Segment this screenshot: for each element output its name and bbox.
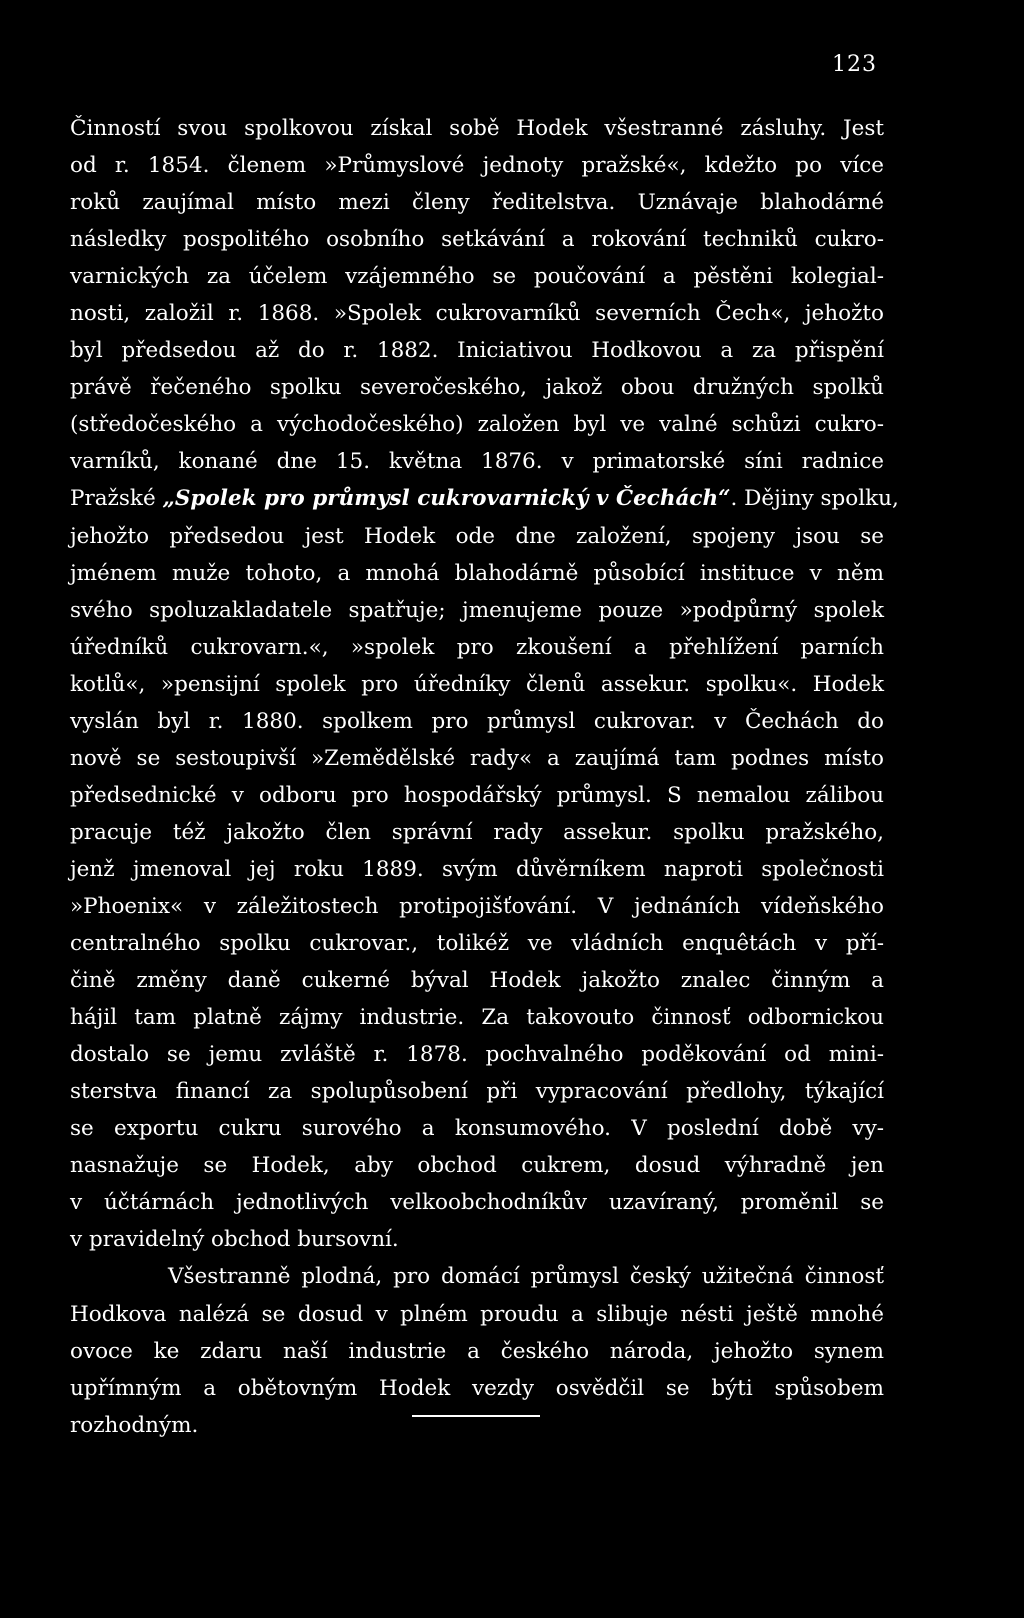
text-line: předsednické v odboru pro hospodářský průmysl. S nemalou zálibou	[70, 782, 884, 808]
text-line: právě řečeného spolku severočeského, jakož obou družných spolků	[70, 375, 884, 401]
body-text	[70, 110, 899, 1444]
text-line-with-italic-title	[70, 480, 899, 517]
text-line: Všestranně plodná, pro domácí průmysl český užitečná činnosť	[168, 1264, 884, 1290]
text-line: kotlů«, »pensijní spolek pro úředníky členů assekur. spolku«. Hodek	[70, 671, 884, 697]
text-line: centralného spolku cukrovar., tolikéž ve vládních enquêtách v pří-	[70, 931, 884, 957]
text-line: pracuje též jakožto člen správní rady assekur. spolku pražského,	[70, 819, 884, 845]
text-line: Hodkova nalézá se dosud v plném proudu a slibuje nésti ještě mnohé	[70, 1301, 884, 1327]
text-line: »Phoenix« v záležitostech protipojišťování. V jednáních vídeňského	[70, 893, 884, 919]
section-end-rule	[412, 1415, 540, 1417]
text-line: od r. 1854. členem »Průmyslové jednoty pražské«, kdežto po více	[70, 153, 884, 179]
text-line: čině změny daně cukerné býval Hodek jakožto znalec činným a	[70, 968, 884, 994]
text-line: následky pospolitého osobního setkávání a rokování techniků cukro-	[70, 227, 884, 253]
text-line: vyslán byl r. 1880. spolkem pro průmysl cukrovar. v Čechách do	[70, 708, 884, 734]
text-line: úředníků cukrovarn.«, »spolek pro zkoušení a přehlížení parních	[70, 634, 884, 660]
text-line: Činností svou spolkovou získal sobě Hodek všestranné zásluhy. Jest	[70, 116, 884, 141]
text-line: upřímným a obětovným Hodek vezdy osvědčil se býti spůsobem	[70, 1375, 884, 1401]
text-line: (středočeského a východočeského) založen byl ve valné schůzi cukro-	[70, 412, 884, 438]
text-line: jehožto předsedou jest Hodek ode dne založení, spojeny jsou se	[70, 523, 884, 549]
text-line: se exportu cukru surového a konsumového. V poslední době vy-	[70, 1116, 884, 1142]
text-line: jménem muže tohoto, a mnohá blahodárně působící instituce v něm	[70, 560, 884, 586]
text-line: nosti, založil r. 1868. »Spolek cukrovarníků severních Čech«, jehožto	[70, 301, 884, 327]
text-line: varnických za účelem vzájemného se poučování a pěstěni kolegial-	[70, 264, 884, 290]
text-line: hájil tam platně zájmy industrie. Za takovouto činnosť odbornickou	[70, 1005, 884, 1031]
text-line: byl předsedou až do r. 1882. Iniciativou Hodkovou a za přispění	[70, 338, 884, 364]
line-start: Pražské	[70, 486, 163, 512]
text-line: jenž jmenoval jej roku 1889. svým důvěrníkem naproti společnosti	[70, 856, 884, 882]
line-end: . Dějiny spolku,	[730, 486, 899, 512]
text-line: varníků, konané dne 15. května 1876. v primatorské síni radnice	[70, 449, 884, 475]
text-line: rozhodným.	[70, 1412, 199, 1438]
text-line: sterstva financí za spolupůsobení při vypracování předlohy, týkající	[70, 1079, 884, 1105]
text-line: nasnažuje se Hodek, aby obchod cukrem, dosud výhradně jen	[70, 1153, 884, 1179]
text-line: v účtárnách jednotlivých velkoobchodníkův uzavíraný, proměnil se	[70, 1190, 884, 1216]
text-line: nově se sestoupivší »Zemědělské rady« a zaujímá tam podnes místo	[70, 745, 884, 771]
paragraph-1	[70, 110, 899, 1258]
text-line: svého spoluzakladatele spatřuje; jmenujeme pouze »podpůrný spolek	[70, 597, 884, 623]
page-number: 123	[832, 52, 877, 77]
society-name-italic: „Spolek pro průmysl cukrovarnický v Čechách“	[162, 486, 731, 512]
text-line: roků zaujímal místo mezi členy ředitelstva. Uznávaje blahodárné	[70, 190, 884, 216]
text-line: v pravidelný obchod bursovní.	[70, 1227, 399, 1253]
text-line: dostalo se jemu zvláště r. 1878. pochvalného poděkování od mini-	[70, 1042, 884, 1068]
text-line: ovoce ke zdaru naší industrie a českého národa, jehožto synem	[70, 1338, 884, 1364]
